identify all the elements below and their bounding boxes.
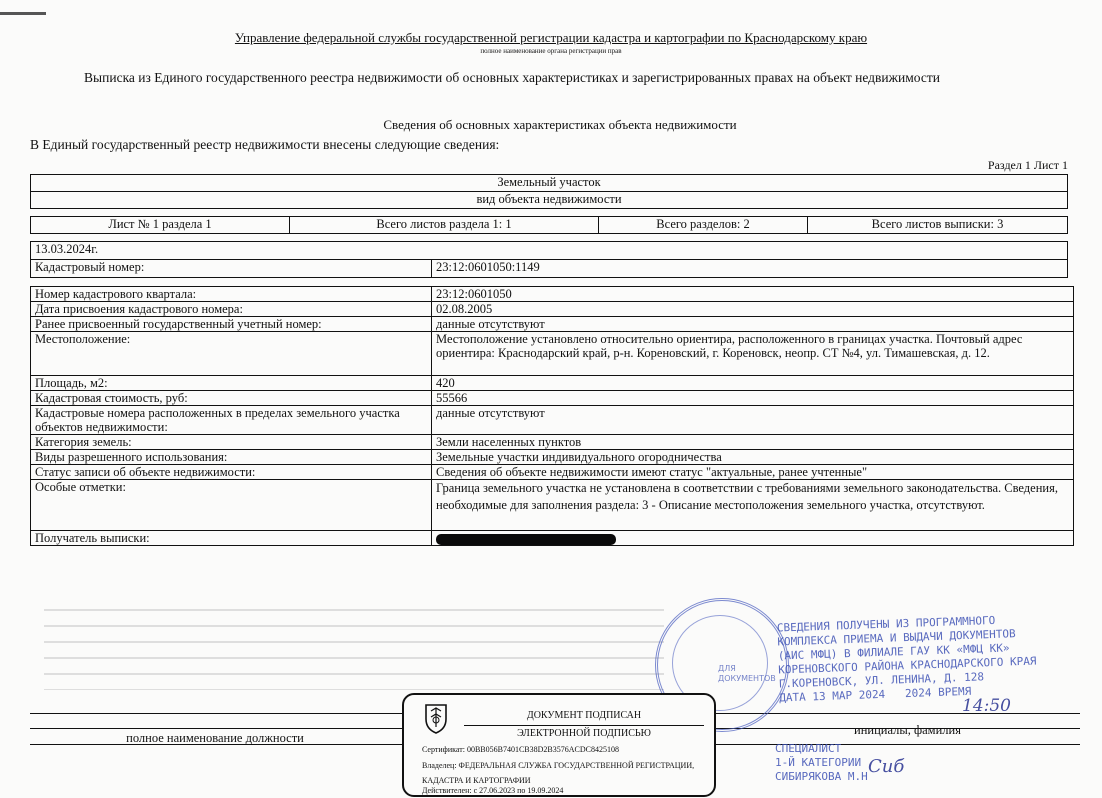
object-type: Земельный участок [31,175,1068,192]
position-caption: полное наименование должности [126,731,304,745]
specialist-stamp: СПЕЦИАЛИСТ 1-Й КАТЕГОРИИ СИБИРЯКОВА М.Н [775,742,868,783]
table-row [31,450,1074,465]
field-value: данные отсутствуют [432,406,1074,435]
recipient-label: Получатель выписки: [31,531,432,546]
field-value: 23:12:0601050 [432,287,1074,302]
cadastral-number-value: 23:12:0601050:1149 [432,260,1068,278]
table-row [31,406,1074,435]
field-value: данные отсутствуют [432,317,1074,332]
field-label: Ранее присвоенный государственный учетный номер: [31,317,432,332]
field-label: Статус записи об объекте недвижимости: [31,465,432,480]
field-label: Виды разрешенного использования: [31,450,432,465]
field-value: Земли населенных пунктов [432,435,1074,450]
table-row [31,302,1074,317]
date-cadastral-table [30,241,1068,278]
esign-owner: Владелец: ФЕДЕРАЛЬНАЯ СЛУЖБА ГОСУДАРСТВЕННОЙ РЕГИСТРАЦИИ, КАДАСТРА И КАРТОГРАФИИ [422,761,695,785]
field-label: Дата присвоения кадастрового номера: [31,302,432,317]
cadastral-number-label: Кадастровый номер: [31,260,432,278]
recipient-row [31,531,1074,546]
table-row [31,480,1074,531]
section-heading: Сведения об основных характеристиках объекта недвижимости [383,117,737,132]
table-row [31,376,1074,391]
extract-title: Выписка из Единого государственного реестра недвижимости об основных характеристиках и зарегистрированных правах на объект недвижимости [84,70,940,85]
esign-validity: Действителен: с 27.06.2023 по 19.09.2024 [422,786,564,795]
handwritten-time: 14:50 [962,696,1011,716]
field-label: Особые отметки: [31,480,432,531]
object-type-table [30,174,1068,209]
esign-subtitle: ЭЛЕКТРОННОЙ ПОДПИСЬЮ [517,728,651,739]
field-value: 02.08.2005 [432,302,1074,317]
recipient-value [432,531,1074,546]
extract-date: 13.03.2024г. [31,242,1068,260]
field-label: Площадь, м2: [31,376,432,391]
seal-caption: ДЛЯ ДОКУМЕНТОВ [718,664,776,683]
sheets-table [30,216,1068,234]
field-label: Кадастровая стоимость, руб: [31,391,432,406]
field-label: Местоположение: [31,332,432,376]
field-value: Земельные участки индивидуального огородничества [432,450,1074,465]
electronic-signature-box [402,693,716,797]
esign-divider [464,725,704,726]
table-row [31,287,1074,302]
mfc-stamp-text: СВЕДЕНИЯ ПОЛУЧЕНЫ ИЗ ПРОГРАММНОГО КОМПЛЕКСА ПРИЕМА И ВЫДАЧИ ДОКУМЕНТОВ (АИС МФЦ) В ФИЛИАЛЕ ГАУ КК «МФЦ КК» КОРЕНОВСКОГО РАЙОНА КРАСНОДАРСКОГО КРАЯ Г.КОРЕНОВСК, УЛ. ЛЕНИНА, Д. 128 ДАТА 13 МАР 2024 2024 ВРЕМЯ [776,613,1037,705]
field-value: 55566 [432,391,1074,406]
field-label: Категория земель: [31,435,432,450]
field-value: Граница земельного участка не установлена в соответствии с требованиями земельного законодательства. Сведения, необходимые для заполнения раздела: 3 - Описание местоположения земельного участка, отсутствуют. [432,480,1074,531]
sheet-number: Лист № 1 раздела 1 [31,217,290,234]
scan-corner-mark [0,12,46,15]
characteristics-table [30,286,1074,546]
section-sheet-label: Раздел 1 Лист 1 [987,158,1068,172]
table-row [31,391,1074,406]
field-value: 420 [432,376,1074,391]
redaction-bar [436,534,616,545]
object-type-caption: вид объекта недвижимости [31,192,1068,209]
field-value: Сведения об объекте недвижимости имеют статус "актуальные, ранее учтенные" [432,465,1074,480]
organization-caption: полное наименование органа регистрации прав [480,47,622,55]
esign-title: ДОКУМЕНТ ПОДПИСАН [526,710,642,721]
total-sheets-extract: Всего листов выписки: 3 [808,217,1068,234]
field-value: Местоположение установлено относительно ориентира, расположенного в границах участка. Почтовый адрес ориентира: Краснодарский край, р-н. Кореновский, г. Кореновск, неопр. СТ №4, ул. Тимашевская, д. 12. [432,332,1074,376]
total-sheets-section: Всего листов раздела 1: 1 [290,217,599,234]
intro-text: В Единый государственный реестр недвижимости внесены следующие сведения: [30,137,500,152]
table-row [31,435,1074,450]
esign-certificate: Сертификат: 00BB056B7401CB38D2B3576ACDC8425108 [422,745,619,754]
table-row [31,465,1074,480]
coat-of-arms-icon [422,701,450,735]
handwritten-signature: Сиб [868,756,905,777]
name-caption: инициалы, фамилия [854,723,961,737]
table-row [31,317,1074,332]
bleed-through-text [44,600,664,690]
table-row [31,332,1074,376]
field-label: Номер кадастрового квартала: [31,287,432,302]
total-sections: Всего разделов: 2 [599,217,808,234]
field-label: Кадастровые номера расположенных в пределах земельного участка объектов недвижимости: [31,406,432,435]
organization-name: Управление федеральной службы государственной регистрации кадастра и картографии по Краснодарскому краю [234,30,868,45]
